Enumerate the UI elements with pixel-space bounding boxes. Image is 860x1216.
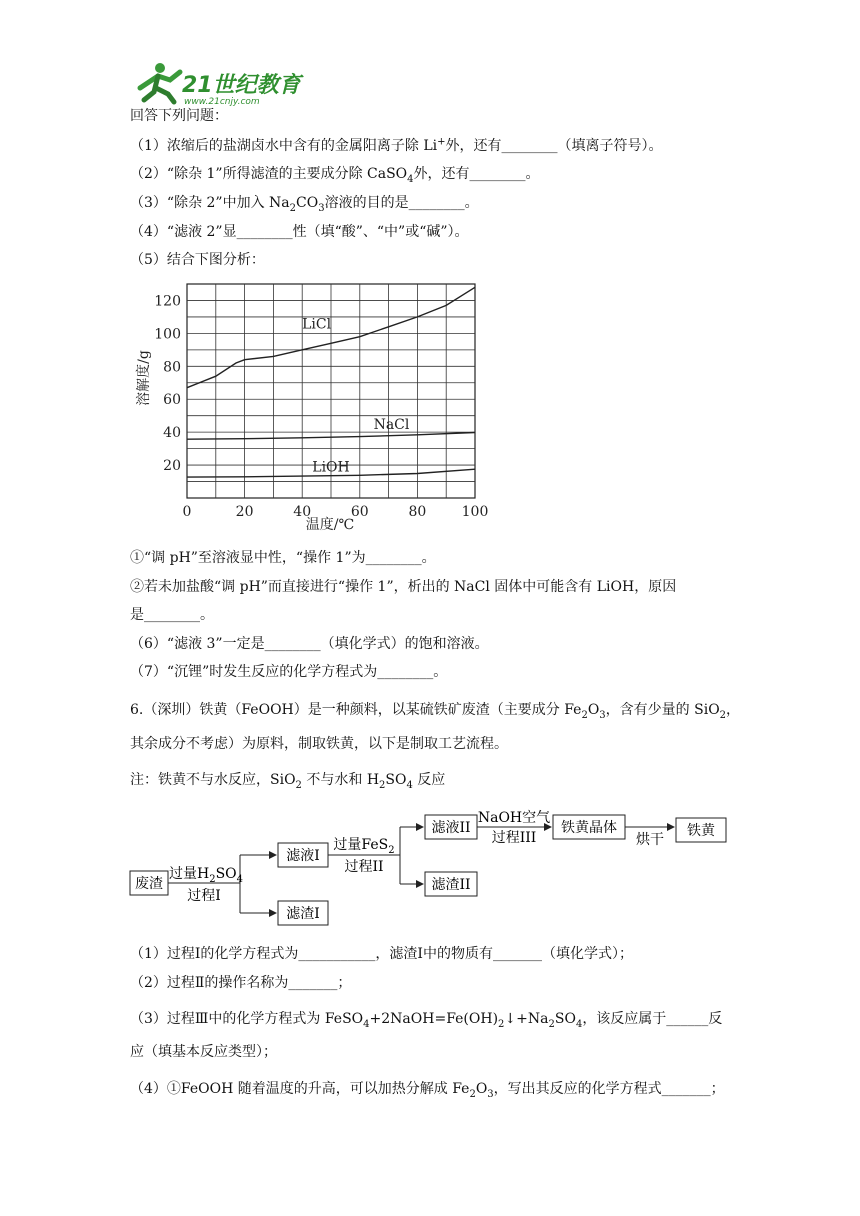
label-step2-name: 过程II — [344, 859, 384, 875]
text: 外，还有________。 — [413, 166, 540, 182]
subscript: 4 — [406, 779, 413, 791]
p6-question-2: （2）过程Ⅱ的操作名称为_______； — [130, 975, 352, 991]
subscript: 2 — [498, 1018, 505, 1030]
x-tick-label: 80 — [408, 504, 427, 520]
y-axis-label: 溶解度/g — [136, 350, 152, 406]
logo-brand: 21世纪教育 — [182, 73, 301, 98]
question-7: （7）“沉锂”时发生反应的化学方程式为________。 — [130, 664, 448, 680]
series-label-licl: LiCl — [302, 316, 332, 333]
x-tick-label: 60 — [350, 504, 369, 520]
y-tick-label: 80 — [163, 359, 181, 376]
text: 溶液的目的是________。 — [324, 195, 479, 211]
label-dry: 烘干 — [636, 832, 664, 848]
x-axis-label: 温度/℃ — [305, 517, 355, 533]
text: ， — [726, 702, 741, 718]
text: 6.（深圳）铁黄（FeOOH）是一种颜料，以某硫铁矿废渣（主要成分 Fe — [130, 702, 582, 718]
question-4: （4）“滤液 2”显________性（填“酸”、“中”或“碱”）。 — [130, 224, 469, 240]
label-residue2: 滤渣II — [431, 877, 471, 893]
text: ，该反应属于______反 — [582, 1011, 723, 1027]
problem-6-intro-cont: 其余成分不考虑）为原料，制取铁黄，以下是制取工艺流程。 — [130, 736, 508, 752]
question-3 — [130, 193, 479, 213]
text: SO — [554, 1011, 576, 1027]
subscript: 2 — [289, 202, 297, 214]
label-crystal: 铁黄晶体 — [561, 820, 617, 836]
y-tick-label: 100 — [154, 326, 181, 343]
text: SO — [385, 772, 407, 788]
x-tick-label: 100 — [461, 504, 489, 520]
series-label-lioh: LiOH — [312, 459, 350, 476]
label-product: 铁黄 — [687, 823, 715, 839]
y-tick-label: 60 — [163, 392, 181, 409]
label-waste: 废渣 — [135, 876, 163, 892]
sub-question-1: ①“调 pH”至溶液显中性，“操作 1”为________。 — [130, 550, 436, 566]
subscript: 2 — [379, 779, 386, 791]
text: +2NaOH=Fe(OH) — [369, 1011, 499, 1027]
label-step1-reagent: 过量$H_2SO_4$ — [168, 866, 244, 885]
solubility-chart — [130, 278, 500, 536]
label-filtrate2: 滤液II — [431, 820, 471, 836]
text: ，含有少量的 SiO — [605, 702, 720, 718]
text: CO — [296, 195, 319, 211]
text: （3）“除杂 2”中加入 Na — [130, 195, 290, 211]
label-step2-reagent: 过量FeS$_2$ — [333, 837, 395, 856]
text: O — [475, 1081, 488, 1097]
text: 注：铁黄不与水反应，SiO — [130, 772, 296, 788]
logo — [130, 58, 310, 106]
x-tick-label: 0 — [182, 504, 192, 520]
text: （2）“除杂 1”所得滤渣的主要成分除 CaSO — [130, 166, 408, 182]
superscript: + — [437, 136, 446, 148]
subscript: 2 — [548, 1018, 555, 1030]
process-flow-diagram — [128, 800, 734, 930]
text: （4）①FeOOH 随着温度的升高，可以加热分解成 Fe — [130, 1081, 470, 1097]
label-step3-reagent: NaOH空气 — [477, 810, 551, 826]
question-1 — [130, 136, 663, 156]
p6-question-4 — [130, 1079, 725, 1099]
text: 不与水和 H — [301, 772, 380, 788]
subscript: 3 — [487, 1088, 494, 1100]
subscript: 4 — [363, 1018, 370, 1030]
text: O — [587, 702, 600, 718]
label-residue1: 滤渣I — [286, 906, 320, 922]
text: ↓+Na — [504, 1011, 549, 1027]
subscript: 2 — [469, 1088, 476, 1100]
y-tick-label: 120 — [154, 293, 181, 310]
subscript: 4 — [407, 173, 414, 185]
question-5: （5）结合下图分析： — [130, 252, 265, 268]
subscript: 2 — [719, 709, 727, 721]
sub-question-2: ②若未加盐酸“调 pH”而直接进行“操作 1”，析出的 NaCl 固体中可能含有 LiOH，原因 — [130, 579, 677, 595]
p6-question-3-cont: 应（填基本反应类型）； — [130, 1044, 277, 1060]
text: 反应 — [412, 772, 446, 788]
text: （3）过程Ⅲ中的化学方程式为 FeSO — [130, 1011, 364, 1027]
x-tick-label: 40 — [293, 504, 312, 520]
runner-icon — [140, 63, 180, 102]
series-label-nacl: NaCl — [373, 416, 410, 433]
text: 外，还有________（填离子符号）。 — [445, 138, 663, 154]
text: ，写出其反应的化学方程式_______； — [493, 1081, 725, 1097]
sub-question-2-cont: 是________。 — [130, 607, 214, 623]
y-tick-label: 20 — [163, 458, 181, 475]
p6-question-1: （1）过程Ⅰ的化学方程式为___________，滤渣Ⅰ中的物质有_______（填化学式）； — [130, 946, 633, 962]
question-6: （6）“滤液 3”一定是________（填化学式）的饱和溶液。 — [130, 636, 489, 652]
label-step3-name: 过程III — [491, 830, 537, 846]
y-tick-label: 40 — [163, 425, 181, 442]
x-tick-label: 20 — [235, 504, 254, 520]
label-step1-name: 过程I — [187, 888, 221, 904]
problem-6-note — [130, 770, 445, 790]
question-2 — [130, 164, 540, 184]
subscript: 2 — [295, 779, 302, 791]
subscript: 2 — [581, 709, 588, 721]
label-filtrate1: 滤液I — [286, 848, 320, 864]
problem-6-intro — [130, 700, 740, 720]
text: （1）浓缩后的盐湖卤水中含有的金属阳离子除 Li — [130, 138, 438, 154]
subscript: 4 — [575, 1018, 583, 1030]
subscript: 3 — [599, 709, 606, 721]
subscript: 3 — [318, 202, 325, 214]
logo-url: www.21cnjy.com — [184, 97, 260, 106]
p6-question-3 — [130, 1009, 722, 1029]
text-line: 回答下列问题： — [130, 108, 228, 124]
